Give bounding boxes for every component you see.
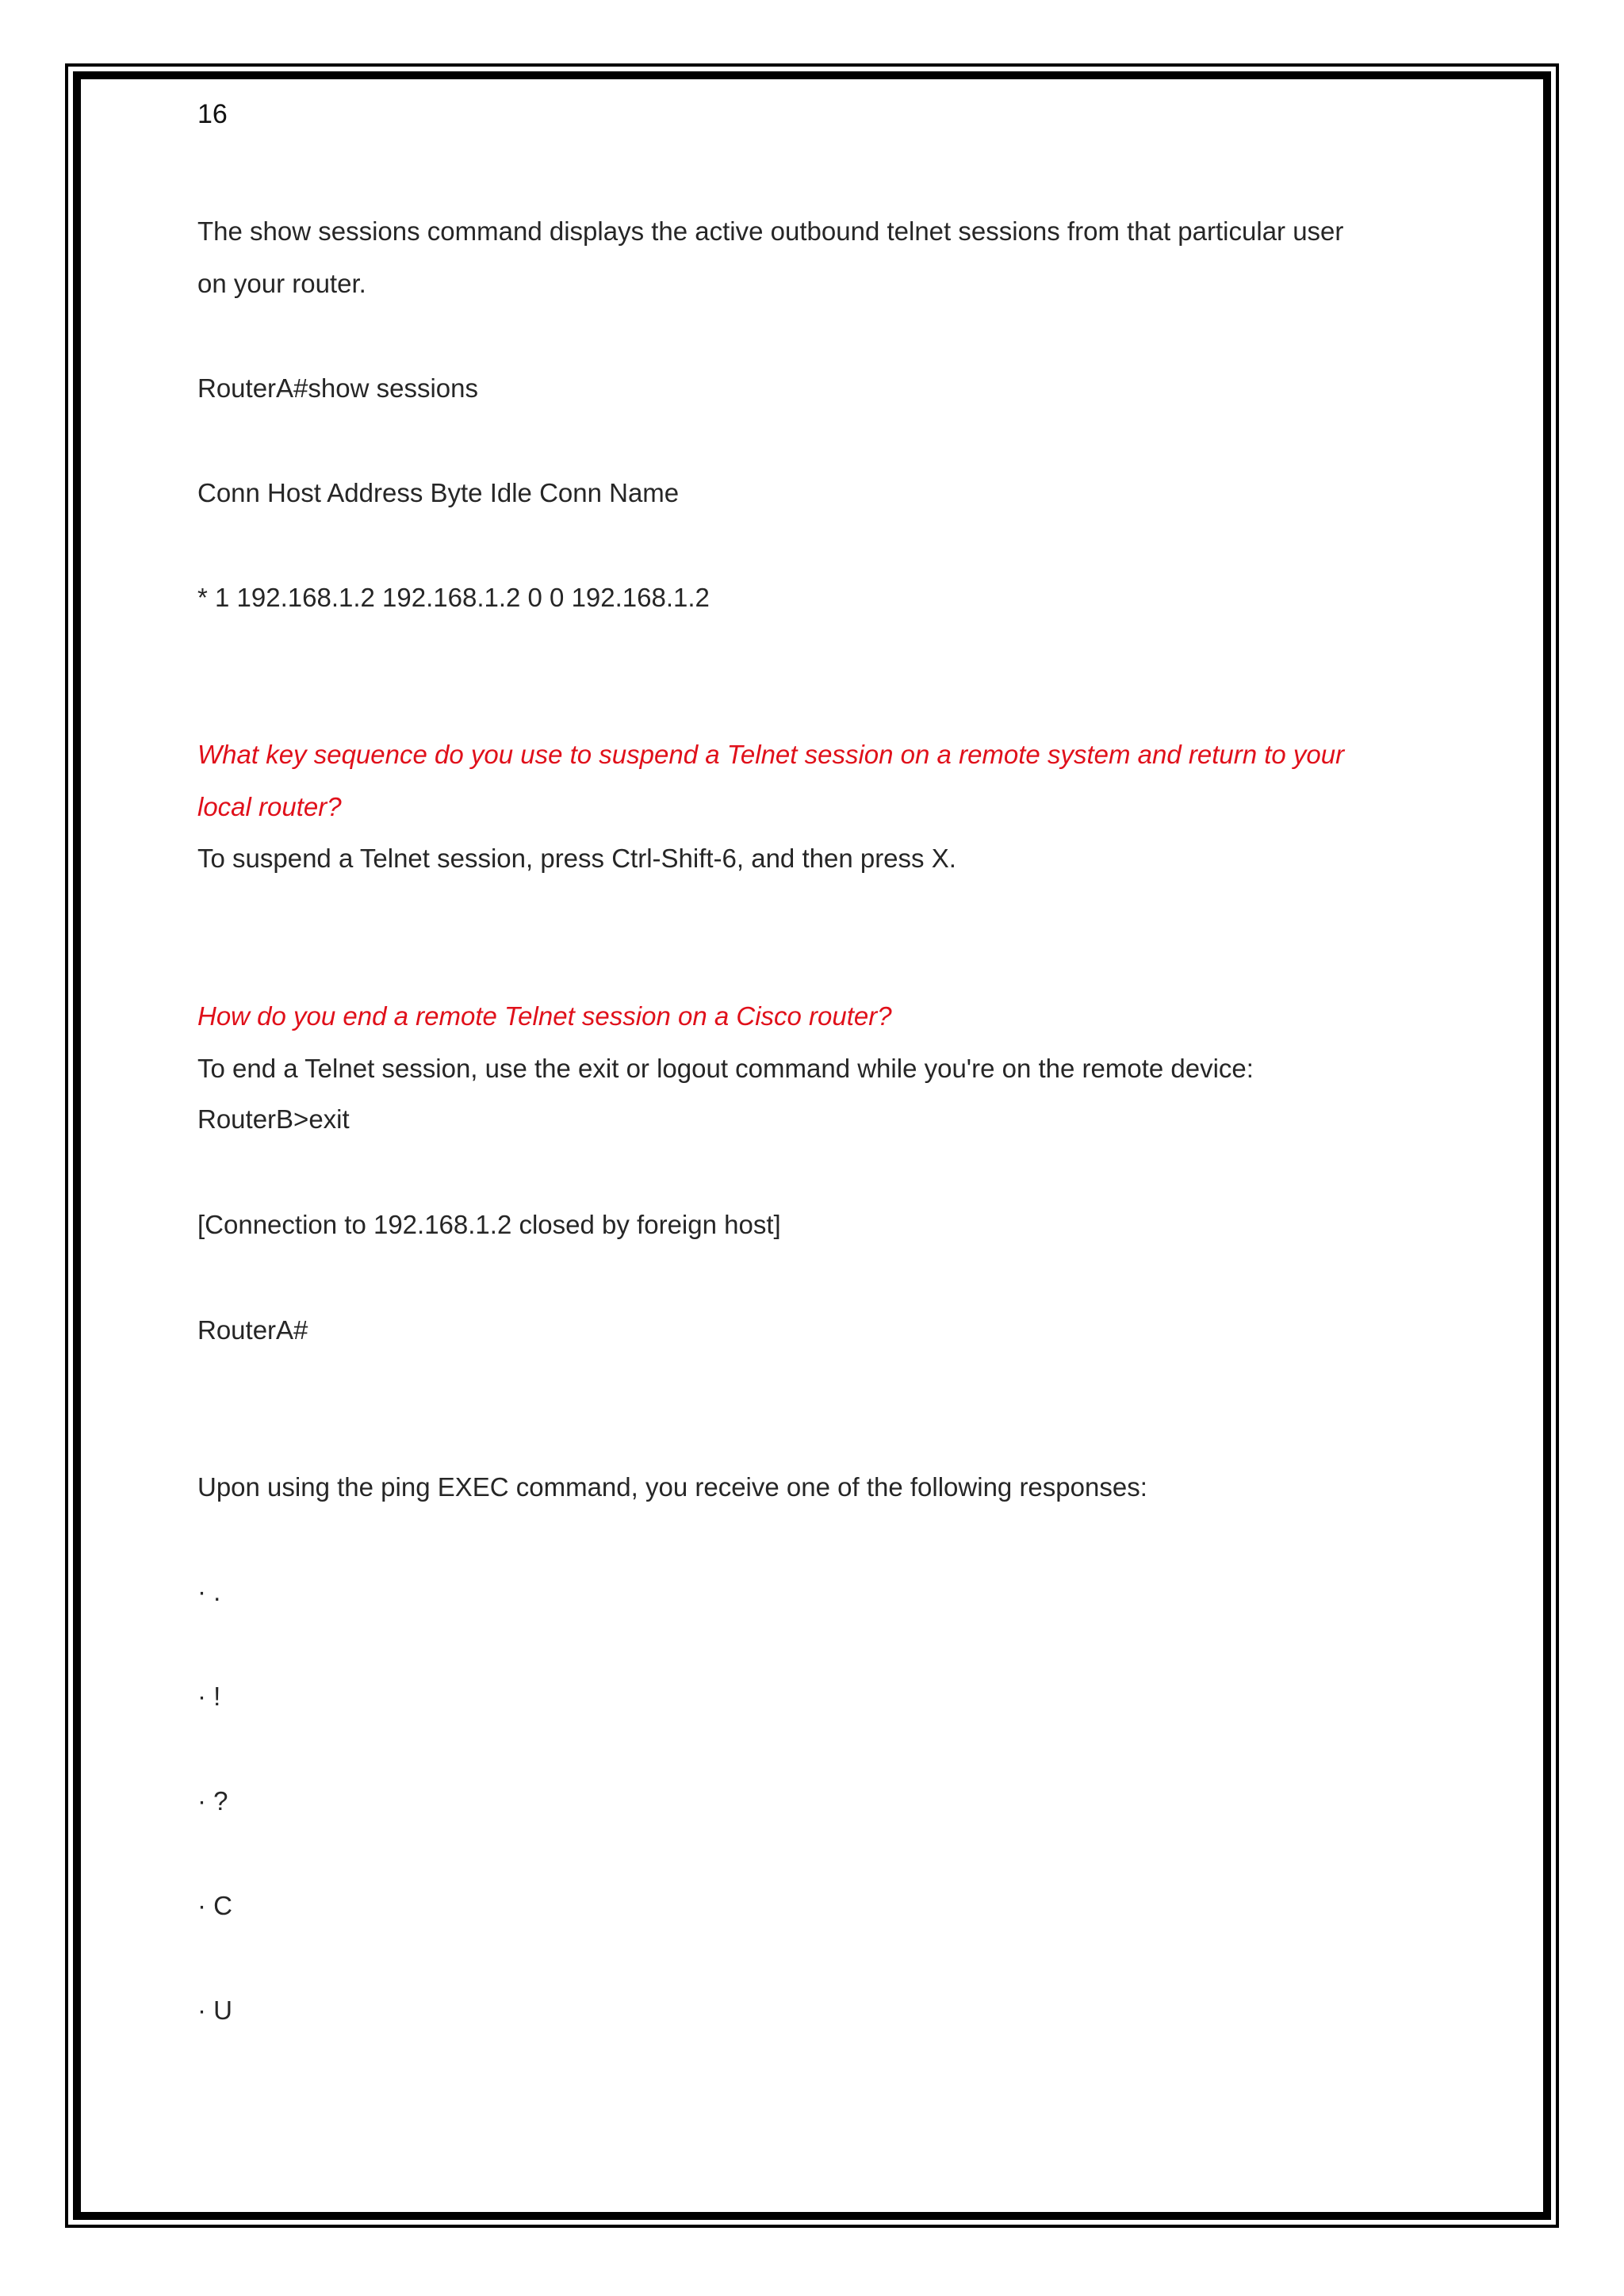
- ping-response-item: · .: [197, 1577, 221, 1606]
- answer-2-line-1: To end a Telnet session, use the exit or logout command while you're on the remote device:: [197, 1054, 1254, 1083]
- intro-line-2: on your router.: [197, 269, 366, 298]
- sessions-table-header: Conn Host Address Byte Idle Conn Name: [197, 478, 680, 507]
- answer-2-exit-command: RouterB>exit: [197, 1104, 350, 1134]
- router-prompt: RouterA#: [197, 1315, 308, 1345]
- page-number: 16: [197, 99, 228, 129]
- ping-response-item: · U: [197, 1996, 232, 2025]
- answer-1: To suspend a Telnet session, press Ctrl-Shift-6, and then press X.: [197, 844, 956, 873]
- ping-response-item: · C: [197, 1891, 232, 1920]
- connection-closed-message: [Connection to 192.168.1.2 closed by foreign host]: [197, 1210, 781, 1239]
- question-2: How do you end a remote Telnet session on a Cisco router?: [197, 1001, 892, 1031]
- question-1-line-2: local router?: [197, 792, 342, 821]
- intro-line-1: The show sessions command displays the active outbound telnet sessions from that particular user: [197, 216, 1344, 246]
- show-sessions-command: RouterA#show sessions: [197, 373, 479, 403]
- sessions-table-row: * 1 192.168.1.2 192.168.1.2 0 0 192.168.1.2: [197, 583, 710, 612]
- ping-response-item: · !: [197, 1682, 221, 1711]
- question-1-line-1: What key sequence do you use to suspend a Telnet session on a remote system and return to your: [197, 740, 1345, 769]
- ping-intro: Upon using the ping EXEC command, you receive one of the following responses:: [197, 1472, 1147, 1502]
- ping-response-item: · ?: [197, 1786, 228, 1816]
